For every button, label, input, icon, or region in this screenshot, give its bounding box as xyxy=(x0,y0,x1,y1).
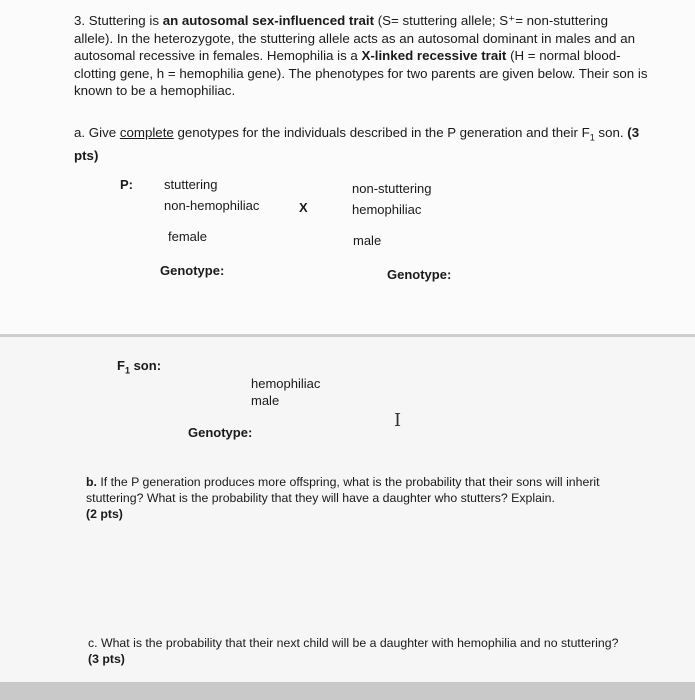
intro-hemophilia-trait: X-linked recessive trait xyxy=(361,48,507,63)
female-trait-stuttering: stuttering xyxy=(164,177,218,192)
intro-hemophilia-rest: (H = normal blood-clotting gene, h = hemophilia gene). The phenotypes for two parents are given below. Their son is known to be a hemophiliac. xyxy=(74,48,648,98)
male-genotype-label: Genotype: xyxy=(387,267,452,282)
male-sex: male xyxy=(353,233,382,248)
question-a-pre: a. Give xyxy=(74,125,120,140)
f1-label-son: son: xyxy=(129,358,162,373)
question-a xyxy=(74,124,644,165)
f1-label-subscript: 1 xyxy=(124,365,130,376)
question-a-son: son. xyxy=(594,125,628,140)
question-c-points: (3 pts) xyxy=(88,652,125,666)
question-b-text: If the P generation produces more offspring, what is the probability that their sons will inherit stuttering? What is the probability that they will have a daughter who stutters? Explain. xyxy=(86,475,600,505)
female-genotype-label: Genotype: xyxy=(160,263,225,278)
f1-trait-male: male xyxy=(251,393,280,408)
problem-intro xyxy=(74,12,649,100)
male-trait-hemophiliac: hemophiliac xyxy=(352,202,422,217)
question-b xyxy=(86,474,626,522)
male-trait-nonstuttering: non-stuttering xyxy=(352,181,432,196)
intro-bold-trait: an autosomal sex-influenced trait xyxy=(162,13,375,28)
f1-son-label xyxy=(117,357,161,380)
intro-allele-definitions: (S= stuttering allele; S⁺= non-stuttering allele). xyxy=(74,13,608,46)
female-sex: female xyxy=(168,229,208,244)
intro-heterozygote-rule: In the heterozygote, the stuttering allele acts as an autosomal dominant in males and an autosomal recessive in females. xyxy=(74,30,636,63)
question-a-points: (3 pts) xyxy=(74,125,640,164)
question-b-label: b. xyxy=(86,475,97,489)
intro-start: 3. Stuttering is xyxy=(74,13,163,28)
cross-symbol: X xyxy=(299,200,308,215)
p-generation-label: P: xyxy=(120,177,133,192)
f1-trait-hemophiliac: hemophiliac xyxy=(251,376,321,391)
f1-genotype-label: Genotype: xyxy=(188,425,253,440)
question-c xyxy=(88,635,628,667)
female-trait-nonhemophiliac: non-hemophiliac xyxy=(164,198,260,213)
question-a-subscript: 1 xyxy=(589,132,595,143)
question-c-text: c. What is the probability that their next child will be a daughter with hemophilia and no stuttering? xyxy=(88,636,619,650)
question-b-points: (2 pts) xyxy=(86,507,123,521)
question-a-underlined: complete xyxy=(119,125,174,140)
intro-hemophilia-pre: Hemophilia is a xyxy=(263,48,362,63)
f1-label-f: F xyxy=(117,358,125,373)
question-a-text: genotypes for the individuals described in the P generation and their F xyxy=(173,125,590,140)
text-cursor-icon: I xyxy=(394,410,402,431)
bottom-edge xyxy=(0,682,695,700)
